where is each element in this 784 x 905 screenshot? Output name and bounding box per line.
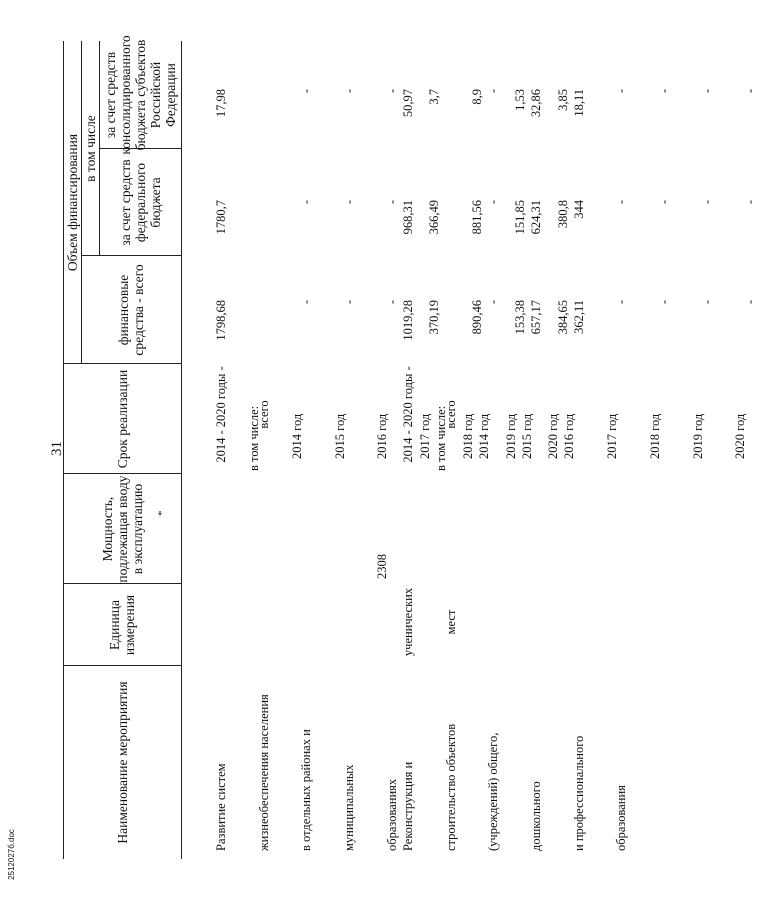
value-cell [443,200,460,244]
value-cell: 344 [571,200,586,219]
header-total: финансовые средства - всего [116,264,146,356]
value-cell: 968,31 [401,200,415,235]
row1-name-line: Развитие систем [214,763,228,851]
row1-period-line: 2018 год [460,413,475,459]
row2-name-line: Реконструкция и [401,761,415,851]
value-cell [443,300,460,352]
row1-period-line: 2017 год [418,413,433,459]
row1-period-line: 2016 год [375,413,390,459]
value-cell: 624,31 [529,200,544,235]
value-cell: 1798,68 [214,300,228,341]
value-cell: - [342,89,357,94]
value-cell: - [699,89,714,94]
row1-name-line: жизнеобеспечения населения [256,694,271,851]
row1-period-line: в том числе: [247,405,262,471]
value-cell: - [299,300,314,305]
row2-period-line: в том числе: [434,405,449,471]
value-cell: - [657,200,672,205]
row2-period-line: 2018 год [647,413,662,459]
row2-period-line: 2020 год [733,413,748,459]
value-cell: - [742,200,757,205]
row1-period-line: 2019 год [503,413,518,459]
value-cell: 50,97 [401,89,415,118]
row2-period [407,406,775,471]
row2-period-line: 2019 год [690,413,705,459]
row2-period-line: 2014 год [477,413,492,459]
row1-name-line: в отдельных районах и [299,729,314,851]
row2-name-line: образования [614,785,629,851]
value-cell: - [342,300,357,305]
value-cell: 17,98 [214,89,228,118]
footer-filename: 2512027б.doc [6,829,16,880]
row2-name [374,724,656,851]
value-cell: - [299,89,314,94]
header-period: Срок реализации [114,369,130,469]
header-including: в том числе [82,115,98,182]
row1-period-head-line: 2014 - 2020 годы - [214,366,228,463]
value-cell: - [614,300,629,305]
value-cell: 881,56 [470,200,485,235]
row1-period-head-line: всего [256,400,271,429]
value-cell: 151,85 [512,200,527,235]
row2-total [374,300,784,352]
value-cell: - [384,89,399,94]
row2-federal [374,200,784,244]
value-cell: - [342,200,357,205]
row1-period-line: 2020 год [546,413,561,459]
value-cell: 8,9 [470,89,485,105]
value-cell: - [657,300,672,305]
value-cell: 3,85 [555,89,570,111]
row2-name-line: строительство объектов [443,723,458,851]
value-cell: - [657,89,672,94]
value-cell: 362,11 [571,300,586,334]
row1-period-line: 2015 год [332,413,347,459]
header-unit: Единица измерения [107,594,137,656]
row1-name-line: муниципальных [342,764,357,851]
row2-name-line: (учреждений) общего, [486,732,501,851]
value-cell: 366,49 [427,200,442,235]
row2-unit [374,583,485,661]
value-cell: - [486,300,501,305]
value-cell: - [299,200,314,205]
value-cell [256,89,273,129]
value-cell: - [742,89,757,94]
row2-period-line: 2017 год [605,413,620,459]
header-name: Наименование мероприятия [114,681,130,844]
header-capacity-mark: * [156,510,168,516]
value-cell: - [614,200,629,205]
row2-unit-line: мест [443,609,458,635]
value-cell: - [699,200,714,205]
row2-name-line: дошкольного [529,781,544,851]
value-cell: 1019,28 [401,300,415,341]
header-bottom-border [181,41,182,859]
row2-capacity: 2308 [375,554,389,579]
header-volume: Объем финансирования [64,133,80,272]
row2-name-line: и профессионального [571,735,586,851]
row2-period-head-line: всего [443,400,458,429]
value-cell: 380,8 [555,200,570,229]
value-cell: 657,17 [529,300,544,335]
value-cell: - [699,300,714,305]
value-cell: 890,46 [470,300,485,335]
page-number: 31 [49,441,65,456]
row2-period-line: 2016 год [562,413,577,459]
value-cell: - [486,200,501,205]
row2-period-head-line: 2014 - 2020 годы - [401,366,415,463]
value-cell [443,89,460,129]
value-cell: - [384,200,399,205]
value-cell: 384,65 [555,300,570,335]
value-cell: - [384,300,399,305]
value-cell: - [486,89,501,94]
value-cell: 3,7 [427,89,442,105]
value-cell: - [614,89,629,94]
value-cell: 1,53 [512,89,527,111]
value-cell [256,300,273,352]
value-cell: 18,11 [571,89,586,117]
value-cell: 153,38 [512,300,527,335]
row1-period-line: 2014 год [290,413,305,459]
row2-period-line: 2015 год [519,413,534,459]
value-cell: 32,86 [529,89,544,118]
value-cell: 1780,7 [214,200,228,235]
value-cell [256,200,273,244]
header-capacity: Мощность, подлежащая вводу в эксплуатацию [99,475,145,583]
financing-table [63,35,757,859]
row2-regional [374,89,784,129]
row2-unit-line: ученических [401,587,415,657]
row1-name-line: образованиях [384,778,399,851]
header-regional: за счет средств консолидированного бюджета субъектов Российской Федерации [102,35,178,155]
header-federal: за счет средств федерального бюджета [117,159,163,246]
value-cell: 370,19 [427,300,442,335]
value-cell: - [742,300,757,305]
